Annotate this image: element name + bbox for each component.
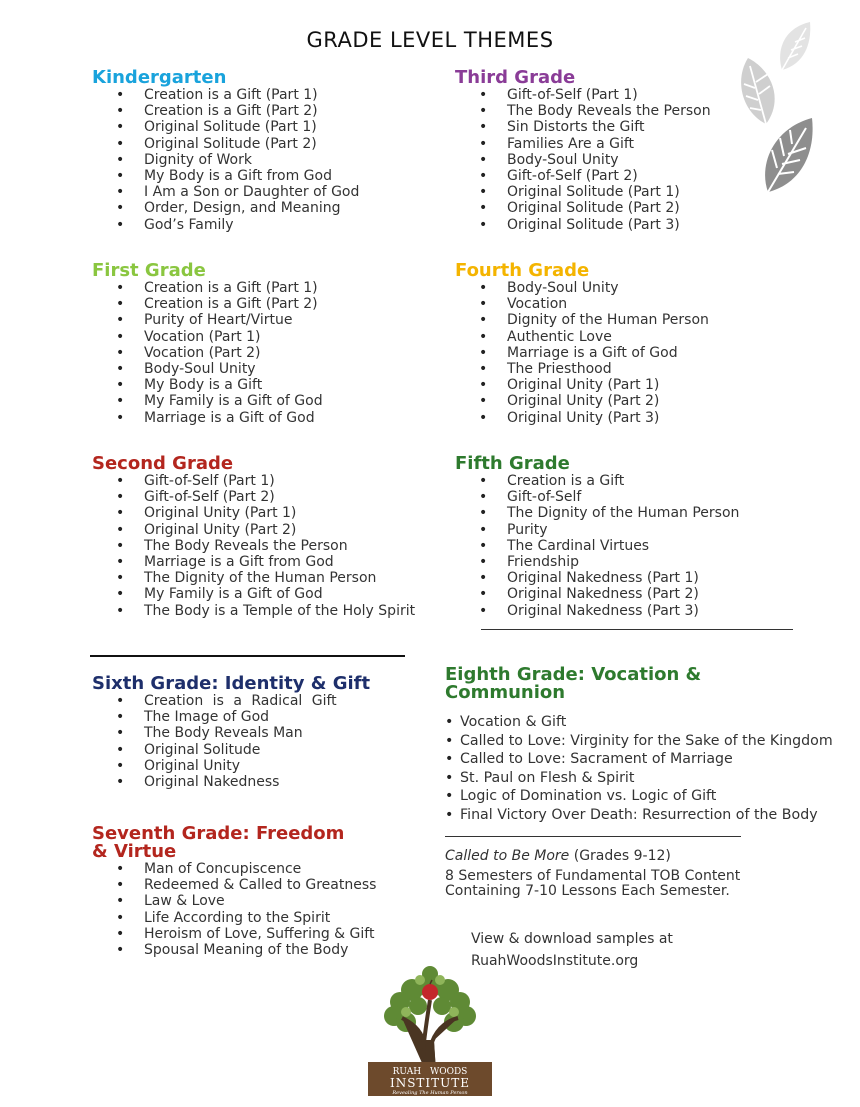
list-item: • Original Solitude (Part 3) (455, 217, 711, 233)
divider-eighth-grade (445, 836, 741, 837)
list-item: • Original Solitude (92, 742, 370, 758)
heading-fifth-grade: Fifth Grade (455, 453, 570, 474)
list-item: • Life According to the Spirit (92, 910, 376, 926)
highschool-description (445, 869, 740, 899)
list-kindergarten (92, 87, 359, 233)
list-item: • Original Solitude (Part 2) (92, 136, 359, 152)
list-item: • Gift-of-Self (Part 2) (92, 489, 415, 505)
section-third-grade (455, 69, 711, 233)
list-item: • The Body is a Temple of the Holy Spirit (92, 603, 415, 619)
heading-sixth-grade: Sixth Grade: Identity & Gift (92, 673, 371, 694)
highschool-line-2: Containing 7-10 Lessons Each Semester. (445, 883, 730, 899)
section-fourth-grade (455, 262, 709, 426)
list-item: • My Family is a Gift of God (92, 586, 415, 602)
list-item: • Vocation (455, 296, 709, 312)
divider-sixth-grade (90, 655, 405, 657)
samples-link[interactable]: RuahWoodsInstitute.org (471, 953, 639, 969)
list-item: • Original Unity (Part 2) (455, 393, 709, 409)
page-title: GRADE LEVEL THEMES (306, 28, 554, 52)
list-item: • Authentic Love (455, 329, 709, 345)
list-item: • St. Paul on Flesh & Spirit (445, 769, 833, 788)
list-item: • God’s Family (92, 217, 359, 233)
divider-fifth-grade (481, 629, 793, 630)
list-item: • Friendship (455, 554, 739, 570)
list-item: • Dignity of the Human Person (455, 312, 709, 328)
list-item: • Called to Love: Sacrament of Marriage (445, 750, 833, 769)
section-kindergarten (92, 69, 359, 233)
list-item: • Spousal Meaning of the Body (92, 942, 376, 958)
heading-eighth-grade-line1: Eighth Grade: Vocation & (445, 664, 702, 685)
list-third-grade (455, 87, 711, 233)
list-item: • Creation is a Gift (455, 473, 739, 489)
highschool-line-1: 8 Semesters of Fundamental TOB Content (445, 868, 741, 884)
list-item: • The Priesthood (455, 361, 709, 377)
list-sixth-grade (92, 693, 370, 790)
list-item: • Original Nakedness (92, 774, 370, 790)
heading-kindergarten: Kindergarten (92, 67, 227, 88)
list-item: • Gift-of-Self (455, 489, 739, 505)
list-eighth-grade (445, 713, 833, 825)
list-item: • Original Nakedness (Part 2) (455, 586, 739, 602)
list-seventh-grade (92, 861, 376, 958)
list-item: • Gift-of-Self (Part 2) (455, 168, 711, 184)
heading-seventh-grade-line2: & Virtue (92, 841, 177, 862)
logo-name: INSTITUTE (389, 1076, 471, 1090)
list-item: • Creation is a Gift (Part 2) (92, 296, 323, 312)
list-item: • Heroism of Love, Suffering & Gift (92, 926, 376, 942)
list-item: • Vocation (Part 2) (92, 345, 323, 361)
highschool-heading (445, 848, 671, 864)
list-item: • Body-Soul Unity (455, 152, 711, 168)
highschool-program-name: Called to Be More (445, 848, 570, 864)
list-item: • The Dignity of the Human Person (455, 505, 739, 521)
list-item: • My Body is a Gift (92, 377, 323, 393)
list-item: • Body-Soul Unity (92, 361, 323, 377)
samples-line-1: View & download samples at (471, 931, 673, 947)
list-item: • Original Unity (Part 1) (455, 377, 709, 393)
list-first-grade (92, 280, 323, 426)
list-item: • Marriage is a Gift of God (455, 345, 709, 361)
list-item: • Redeemed & Called to Greatness (92, 877, 376, 893)
list-item: • The Body Reveals the Person (92, 538, 415, 554)
heading-first-grade: First Grade (92, 260, 206, 281)
list-item: • Purity (455, 522, 739, 538)
list-item: • The Cardinal Virtues (455, 538, 739, 554)
section-sixth-grade (92, 675, 370, 790)
list-item: • Original Solitude (Part 1) (455, 184, 711, 200)
list-item: • I Am a Son or Daughter of God (92, 184, 359, 200)
list-fifth-grade (455, 473, 739, 619)
list-item: • Gift-of-Self (Part 1) (92, 473, 415, 489)
list-item: • Original Unity (Part 3) (455, 410, 709, 426)
list-item: • Creation is a Gift (Part 1) (92, 280, 323, 296)
list-item: • Original Unity (Part 1) (92, 505, 415, 521)
heading-seventh-grade-line1: Seventh Grade: Freedom (92, 823, 345, 844)
list-item: • Marriage is a Gift of God (92, 410, 323, 426)
list-item: • Order, Design, and Meaning (92, 200, 359, 216)
list-item: • Original Unity (92, 758, 370, 774)
list-item: • Dignity of Work (92, 152, 359, 168)
heading-eighth-grade-line2: Communion (445, 682, 566, 703)
section-fifth-grade (455, 455, 739, 619)
list-item: • Original Nakedness (Part 3) (455, 603, 739, 619)
logo-word-right: WOODS (429, 1067, 468, 1077)
section-seventh-grade (92, 825, 376, 958)
list-item: • My Body is a Gift from God (92, 168, 359, 184)
list-item: • My Family is a Gift of God (92, 393, 323, 409)
list-item: • Original Unity (Part 2) (92, 522, 415, 538)
list-item: • Gift-of-Self (Part 1) (455, 87, 711, 103)
section-first-grade (92, 262, 323, 426)
section-second-grade (92, 455, 415, 619)
list-item: • Vocation (Part 1) (92, 329, 323, 345)
list-item: • Law & Love (92, 893, 376, 909)
heading-third-grade: Third Grade (455, 67, 576, 88)
heading-second-grade: Second Grade (92, 453, 234, 474)
list-item: • Original Solitude (Part 2) (455, 200, 711, 216)
list-item: • Called to Love: Virginity for the Sake of the Kingdom (445, 732, 833, 751)
list-item: • The Dignity of the Human Person (92, 570, 415, 586)
logo-tagline: Revealing The Human Person (392, 1090, 468, 1096)
list-item: • Man of Concupiscence (92, 861, 376, 877)
section-eighth-grade (445, 666, 833, 825)
heading-fourth-grade: Fourth Grade (455, 260, 590, 281)
samples-text (471, 928, 673, 972)
list-item: • Sin Distorts the Gift (455, 119, 711, 135)
list-item: • The Image of God (92, 709, 370, 725)
logo-word-left: RUAH (392, 1067, 422, 1077)
list-item: • Creation is a Gift (Part 1) (92, 87, 359, 103)
list-item: • Body-Soul Unity (455, 280, 709, 296)
list-item: • Creation is a Gift (Part 2) (92, 103, 359, 119)
list-item: • The Body Reveals the Person (455, 103, 711, 119)
list-item: • Logic of Domination vs. Logic of Gift (445, 787, 833, 806)
list-second-grade (92, 473, 415, 619)
ruah-woods-logo (366, 962, 494, 1102)
highschool-grades: (Grades 9-12) (573, 848, 671, 864)
tree-icon (366, 962, 494, 1102)
list-item: • Final Victory Over Death: Resurrection of the Body (445, 806, 833, 825)
list-item: • Marriage is a Gift from God (92, 554, 415, 570)
list-fourth-grade (455, 280, 709, 426)
list-item: • Original Solitude (Part 1) (92, 119, 359, 135)
list-item: • Vocation & Gift (445, 713, 833, 732)
list-item: • Families Are a Gift (455, 136, 711, 152)
leaf-icon-dark (760, 116, 816, 194)
list-item: • Creation is a Radical Gift (92, 693, 370, 709)
list-item: • Original Nakedness (Part 1) (455, 570, 739, 586)
list-item: • The Body Reveals Man (92, 725, 370, 741)
list-item: • Purity of Heart/Virtue (92, 312, 323, 328)
